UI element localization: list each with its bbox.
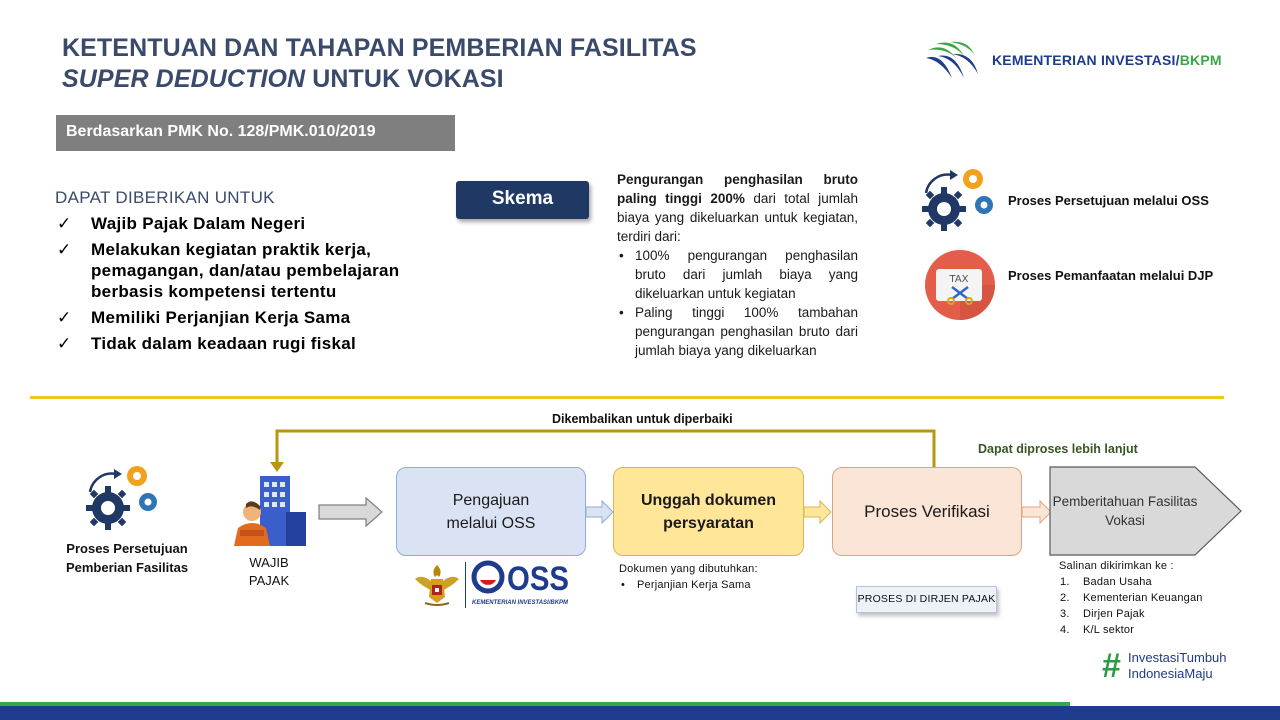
skema-intro-rest: dari total jumlah biaya yang dikeluarkan untuk kegiatan, terdiri dari: xyxy=(617,191,858,244)
eligibility-heading: DAPAT DIBERIKAN UNTUK xyxy=(55,188,275,207)
step-oss-submission xyxy=(396,467,586,556)
copies-item: 2. Kementerian Keuangan xyxy=(1060,592,1203,604)
skema-badge: Skema xyxy=(456,181,589,219)
title-line1: KETENTUAN DAN TAHAPAN PEMBERIAN FASILITAS xyxy=(62,34,697,62)
return-label: Dikembalikan untuk diperbaiki xyxy=(552,412,733,426)
legend-djp: Proses Pemanfaatan melalui DJP xyxy=(1008,268,1214,283)
hashtag-line2: IndonesiaMaju xyxy=(1128,666,1213,681)
copies-item: 3. Dirjen Pajak xyxy=(1060,608,1145,620)
regulation-basis: Berdasarkan PMK No. 128/PMK.010/2019 xyxy=(56,115,455,151)
logo-separator xyxy=(465,562,466,608)
oss-logo-subtitle xyxy=(472,596,570,606)
step-upload-documents xyxy=(613,467,804,556)
garuda-emblem-icon xyxy=(413,561,461,609)
copies-item-text: Dirjen Pajak xyxy=(1083,608,1145,620)
arrow-right-icon xyxy=(1022,499,1052,525)
check-icon: ✓ xyxy=(57,334,72,353)
required-documents-heading: Dokumen yang dibutuhkan: xyxy=(619,563,758,575)
hashtag-line1: InvestasiTumbuh xyxy=(1128,650,1227,665)
arrow-right-icon xyxy=(318,496,384,528)
start-label: Proses Persetujuan Pemberian Fasilitas xyxy=(65,541,189,575)
copies-item: 1. Badan Usaha xyxy=(1060,576,1152,588)
required-documents xyxy=(619,561,819,593)
step-verification: Proses Verifikasi xyxy=(832,467,1022,556)
copies-heading: Salinan dikirimkan ke : xyxy=(1059,560,1174,572)
copies-item-text: Kementerian Keuangan xyxy=(1083,592,1203,604)
dirjen-process-badge: PROSES DI DIRJEN PAJAK xyxy=(856,586,997,613)
check-icon: ✓ xyxy=(57,308,72,327)
further-label: Dapat diproses lebih lanjut xyxy=(978,442,1138,456)
footer-bar xyxy=(0,706,1280,720)
copies-list xyxy=(1059,574,1259,638)
check-icon: ✓ xyxy=(57,240,72,259)
taxpayer-label: WAJIB PAJAK xyxy=(248,555,290,588)
check-icon: ✓ xyxy=(57,214,72,233)
step-upload-label: Unggah dokumen persyaratan xyxy=(640,491,777,532)
title-rest: UNTUK VOKASI xyxy=(305,65,504,93)
oss-logo-icon xyxy=(472,560,570,598)
tax-icon-text: TAX xyxy=(949,274,969,285)
eligibility-text: Melakukan kegiatan praktik kerja, pemagangan, dan/atau pembelajaran berbasis kompetensi tertentu xyxy=(91,240,400,301)
arrow-right-icon xyxy=(586,499,614,525)
process-gears-icon xyxy=(86,462,162,534)
copies-recipients xyxy=(1059,558,1259,638)
eligibility-text: Wajib Pajak Dalam Negeri xyxy=(91,214,306,233)
step-notification-label: Pemberitahuan Fasilitas Vokasi xyxy=(1052,494,1198,528)
oss-logo-text: OSS xyxy=(507,560,569,598)
eligibility-text: Memiliki Perjanjian Kerja Sama xyxy=(91,308,351,327)
copies-item: 4. K/L sektor xyxy=(1060,624,1135,636)
required-document-item: • Perjanjian Kerja Sama xyxy=(619,577,819,593)
eligibility-text: Tidak dalam keadaan rugi fiskal xyxy=(91,334,357,353)
legend-oss: Proses Persetujuan melalui OSS xyxy=(1008,193,1209,208)
copies-item-text: Badan Usaha xyxy=(1083,576,1152,588)
hashtag-text xyxy=(1128,650,1227,682)
skema-intro-bold: Pengurangan penghasilan bruto paling tinggi 200% xyxy=(617,172,858,206)
skema-bullet: • 100% pengurangan penghasilan bruto dari jumlah biaya yang dikeluarkan untuk kegiatan xyxy=(617,246,858,303)
copies-item-text: K/L sektor xyxy=(1083,624,1135,636)
arrow-right-icon xyxy=(804,499,832,525)
skema-bullet: • Paling tinggi 100% tambahan pengurangan penghasilan bruto dari jumlah biaya yang dikeluarkan xyxy=(617,303,858,360)
taxpayer-building-icon xyxy=(230,474,308,550)
title-italic: SUPER DEDUCTION xyxy=(62,65,306,93)
hashtag-icon: # xyxy=(1102,647,1121,685)
footer-accent xyxy=(0,702,1070,706)
ministry-name-part2: BKPM xyxy=(1179,52,1222,68)
step-oss-label: Pengajuan melalui OSS xyxy=(446,491,536,532)
oss-logo-sub-text: KEMENTERIAN INVESTASI/BKPM xyxy=(472,599,569,606)
campaign-hashtag xyxy=(1102,647,1252,686)
ministry-name-part1: KEMENTERIAN INVESTASI/ xyxy=(992,52,1180,68)
